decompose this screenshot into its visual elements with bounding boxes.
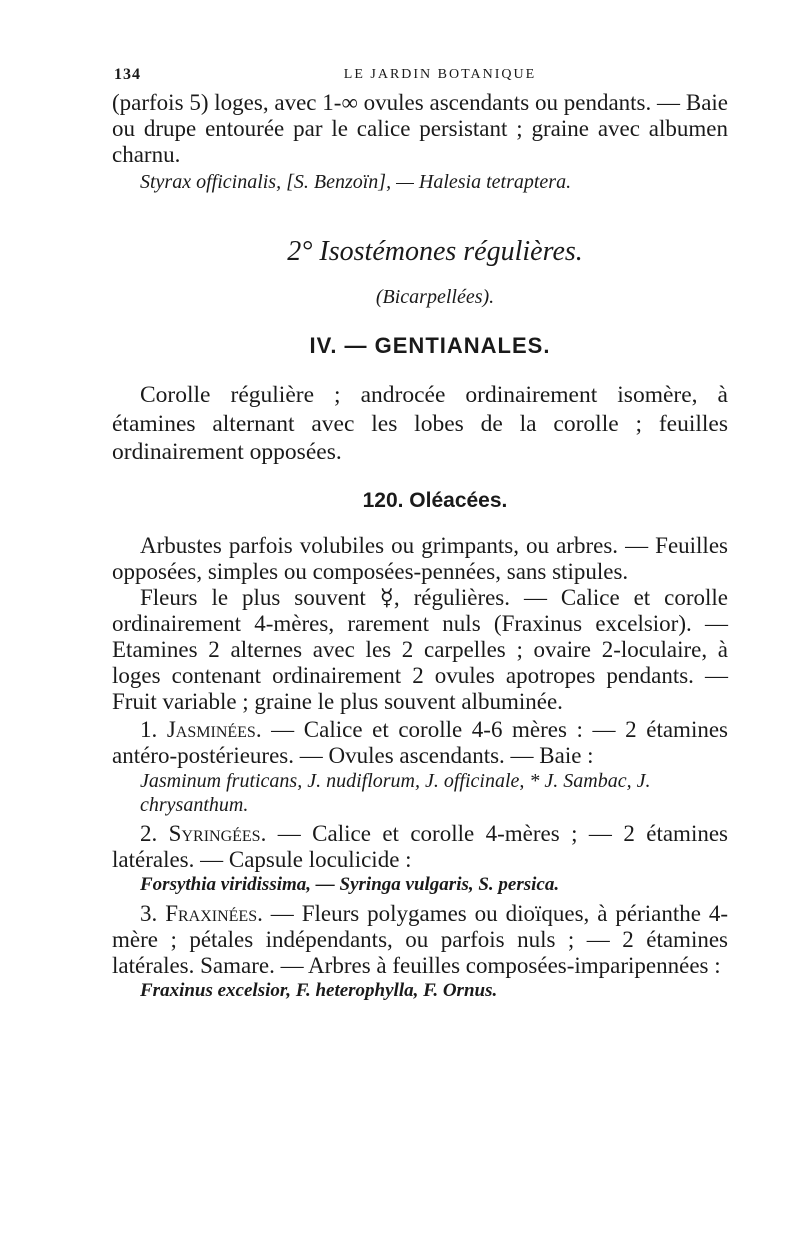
family-paragraph-1: Arbustes parfois volubiles ou grimpants, ou arbres. — Feuilles opposées, simples ou composées-pennées, sans stipules. <box>112 532 728 584</box>
tribe-examples: Jasminum fruticans, J. nudiflorum, J. officinale, * J. Sambac, J. chrysanthum. <box>140 769 651 816</box>
tribe-name: Syringées <box>168 820 261 846</box>
tribe-name: Jasminées <box>166 716 256 742</box>
tribe-syringees <box>112 821 728 897</box>
styracees-examples: Styrax officinalis, [S. Benzoïn], — Halesia tetraptera. <box>140 171 572 193</box>
tribe-text: . — Calice et corolle 4-6 mères : — 2 étamines antéro-postérieures. — Ovules ascendants. — Baie : <box>112 716 729 768</box>
tribe-number: 2. <box>140 820 158 846</box>
family-title: 120. Oléacées. <box>362 488 508 512</box>
tribe-text: . — Fleurs polygames ou dioïques, à périanthe 4-mère ; pétales indépendants, ou parfois nuls ; — 2 étamines latérales. Samare. — Arbres à feuilles composées-imparipennées : <box>112 900 729 978</box>
page-number: 134 <box>114 66 141 83</box>
tribe-description <box>112 717 728 769</box>
order-title: IV. — GENTIANALES. <box>309 333 551 358</box>
tribe-description <box>112 821 728 873</box>
tribe-examples: Forsythia viridissima, — Syringa vulgaris, S. persica. <box>140 873 560 895</box>
section-subtitle: (Bicarpellées). <box>375 286 495 308</box>
order-description: Corolle régulière ; androcée ordinairement isomère, à étamines alternant avec les lobes de la corolle ; feuilles ordinairement opposées. <box>112 382 728 465</box>
tribe-name: Fraxinées <box>165 900 258 926</box>
tribe-jasminees <box>112 717 728 817</box>
styracees-continued-text: (parfois 5) loges, avec 1-∞ ovules ascendants ou pendants. — Baie ou drupe entourée par le calice persistant ; graine avec albumen charnu. <box>112 90 728 167</box>
running-title: LE JARDIN BOTANIQUE <box>343 67 537 82</box>
tribe-examples: Fraxinus excelsior, F. heterophylla, F. Ornus. <box>140 979 498 1001</box>
section-title: 2° Isostémones régulières. <box>287 236 583 267</box>
tribe-list <box>112 717 728 1003</box>
family-paragraph-2: Fleurs le plus souvent ☿, régulières. — Calice et corolle ordinairement 4-mères, rarement nuls (Fraxinus excelsior). — Etamines 2 alternes avec les 2 carpelles ; ovaire 2-loculaire, à loges contenant ordinairement 2 ovules apotropes pendants. — Fruit variable ; graine le plus souvent albuminée. <box>112 584 728 714</box>
tribe-number: 3. <box>140 900 158 926</box>
tribe-fraxinees <box>112 901 728 1003</box>
tribe-description <box>112 901 728 979</box>
tribe-text: . — Calice et corolle 4-mères ; — 2 étamines latérales. — Capsule loculicide : <box>112 820 728 872</box>
tribe-number: 1. <box>140 716 158 742</box>
book-page <box>112 62 728 1003</box>
running-head <box>112 62 728 88</box>
